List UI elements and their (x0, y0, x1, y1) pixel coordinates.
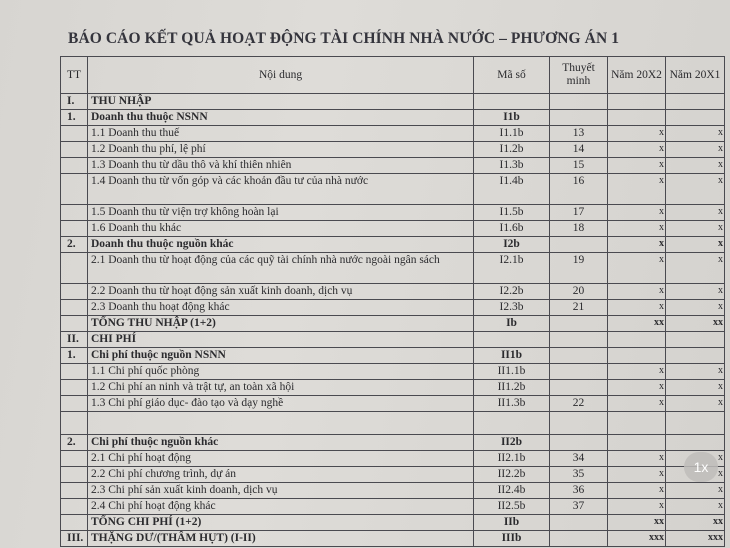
cell-note (550, 435, 608, 451)
cell-tt (61, 364, 88, 380)
cell-code: I1.2b (474, 142, 550, 158)
cell-year-1: x (608, 158, 666, 174)
table-row (61, 467, 725, 483)
cell-year-1: x (608, 174, 666, 205)
cell-code: I1.4b (474, 174, 550, 205)
cell-tt (61, 300, 88, 316)
cell-year-2: x (666, 467, 725, 483)
cell-content: 1.2 Chi phí an ninh và trật tự, an toàn xã hội (88, 380, 474, 396)
cell-tt (61, 142, 88, 158)
cell-year-2: x (666, 451, 725, 467)
cell-year-1 (608, 412, 666, 435)
cell-content: Chi phí thuộc nguồn khác (88, 435, 474, 451)
cell-year-1: x (608, 142, 666, 158)
cell-content: 1.1 Doanh thu thuế (88, 126, 474, 142)
cell-year-1: x (608, 380, 666, 396)
cell-note: 14 (550, 142, 608, 158)
table-row (61, 396, 725, 412)
cell-content: Chi phí thuộc nguồn NSNN (88, 348, 474, 364)
table-header-row (61, 57, 725, 94)
table-row (61, 94, 725, 110)
cell-tt: 1. (61, 348, 88, 364)
table-row (61, 332, 725, 348)
cell-code: I1.6b (474, 221, 550, 237)
cell-year-1: x (608, 221, 666, 237)
cell-year-1: x (608, 499, 666, 515)
cell-note (550, 110, 608, 126)
cell-content: 1.3 Chi phí giáo dục- đào tạo và dạy nghề (88, 396, 474, 412)
cell-content: 2.3 Chi phí sản xuất kinh doanh, dịch vụ (88, 483, 474, 499)
cell-content: THU NHẬP (88, 94, 474, 110)
table-row (61, 174, 725, 205)
cell-year-2: x (666, 237, 725, 253)
header-year-2: Năm 20X1 (666, 57, 725, 94)
cell-year-2: x (666, 253, 725, 284)
cell-content: 2.3 Doanh thu hoạt động khác (88, 300, 474, 316)
cell-note: 19 (550, 253, 608, 284)
cell-year-2: x (666, 396, 725, 412)
cell-note (550, 332, 608, 348)
cell-tt (61, 380, 88, 396)
cell-code: II2.1b (474, 451, 550, 467)
table-row (61, 158, 725, 174)
table-row (61, 451, 725, 467)
cell-code: IIb (474, 515, 550, 531)
cell-code (474, 94, 550, 110)
cell-tt: 1. (61, 110, 88, 126)
table-row (61, 221, 725, 237)
header-tt: TT (61, 57, 88, 94)
cell-tt: I. (61, 94, 88, 110)
cell-year-2: x (666, 174, 725, 205)
cell-year-1 (608, 435, 666, 451)
cell-year-1: x (608, 284, 666, 300)
cell-code: II1.3b (474, 396, 550, 412)
cell-year-2: x (666, 364, 725, 380)
cell-year-2 (666, 110, 725, 126)
cell-year-2: x (666, 300, 725, 316)
cell-note: 20 (550, 284, 608, 300)
cell-content: 2.2 Doanh thu từ hoạt động sản xuất kinh doanh, dịch vụ (88, 284, 474, 300)
cell-year-1: x (608, 126, 666, 142)
cell-tt (61, 158, 88, 174)
cell-note: 13 (550, 126, 608, 142)
cell-content: THẶNG DƯ/(THÂM HỤT) (I-II) (88, 531, 474, 547)
cell-tt: 2. (61, 435, 88, 451)
cell-content: TỔNG THU NHẬP (1+2) (88, 316, 474, 332)
cell-content: 2.4 Chi phí hoạt động khác (88, 499, 474, 515)
cell-year-2: xx (666, 515, 725, 531)
cell-tt (61, 253, 88, 284)
cell-note: 18 (550, 221, 608, 237)
cell-tt (61, 284, 88, 300)
table-row (61, 412, 725, 435)
cell-content: TỔNG CHI PHÍ (1+2) (88, 515, 474, 531)
cell-year-2: x (666, 483, 725, 499)
cell-note (550, 412, 608, 435)
cell-note (550, 364, 608, 380)
cell-tt (61, 451, 88, 467)
cell-year-2: x (666, 284, 725, 300)
cell-tt (61, 205, 88, 221)
cell-content: 2.1 Doanh thu từ hoạt động của các quỹ tài chính nhà nước ngoài ngân sách (88, 253, 474, 284)
cell-year-1: x (608, 300, 666, 316)
cell-content: 1.3 Doanh thu từ dầu thô và khí thiên nhiên (88, 158, 474, 174)
cell-year-1: x (608, 253, 666, 284)
cell-tt (61, 483, 88, 499)
table-row (61, 284, 725, 300)
header-note: Thuyết minh (550, 57, 608, 94)
cell-year-1: x (608, 467, 666, 483)
cell-code: II2.5b (474, 499, 550, 515)
header-content: Nội dung (88, 57, 474, 94)
cell-code: II1.2b (474, 380, 550, 396)
cell-year-1 (608, 110, 666, 126)
cell-note: 17 (550, 205, 608, 221)
cell-year-1: x (608, 205, 666, 221)
cell-code: II1.1b (474, 364, 550, 380)
cell-content: Doanh thu thuộc NSNN (88, 110, 474, 126)
cell-year-2: x (666, 380, 725, 396)
page-badge: 1x (684, 452, 718, 482)
cell-note: 15 (550, 158, 608, 174)
cell-year-1: xx (608, 316, 666, 332)
table-row (61, 380, 725, 396)
table-row (61, 435, 725, 451)
cell-note: 35 (550, 467, 608, 483)
cell-note: 22 (550, 396, 608, 412)
table-row (61, 483, 725, 499)
cell-year-1: xxx (608, 531, 666, 547)
cell-code: II2.4b (474, 483, 550, 499)
cell-year-2 (666, 332, 725, 348)
cell-content: 1.2 Doanh thu phí, lệ phí (88, 142, 474, 158)
table-row (61, 237, 725, 253)
cell-code: II1b (474, 348, 550, 364)
cell-note (550, 348, 608, 364)
cell-content: 1.6 Doanh thu khác (88, 221, 474, 237)
cell-year-2: x (666, 126, 725, 142)
cell-tt (61, 515, 88, 531)
cell-code: II2b (474, 435, 550, 451)
cell-code: Ib (474, 316, 550, 332)
cell-code: II2.2b (474, 467, 550, 483)
cell-note (550, 316, 608, 332)
table-row (61, 531, 725, 547)
cell-tt (61, 126, 88, 142)
cell-content: 1.1 Chi phí quốc phòng (88, 364, 474, 380)
cell-note: 16 (550, 174, 608, 205)
cell-year-2: x (666, 158, 725, 174)
cell-note (550, 380, 608, 396)
cell-tt (61, 499, 88, 515)
cell-code: I1.5b (474, 205, 550, 221)
cell-tt (61, 412, 88, 435)
cell-content: 1.5 Doanh thu từ viện trợ không hoàn lại (88, 205, 474, 221)
cell-note: 34 (550, 451, 608, 467)
cell-year-2 (666, 435, 725, 451)
cell-year-2 (666, 94, 725, 110)
cell-content: CHI PHÍ (88, 332, 474, 348)
cell-note (550, 531, 608, 547)
table-row (61, 126, 725, 142)
table-row (61, 364, 725, 380)
cell-content: 1.4 Doanh thu từ vốn góp và các khoản đầu tư của nhà nước (88, 174, 474, 205)
cell-tt (61, 316, 88, 332)
cell-year-2: x (666, 205, 725, 221)
cell-content (88, 412, 474, 435)
table-row (61, 205, 725, 221)
cell-year-1 (608, 94, 666, 110)
header-code: Mã số (474, 57, 550, 94)
cell-note (550, 515, 608, 531)
cell-year-2: x (666, 142, 725, 158)
cell-code (474, 412, 550, 435)
cell-year-2: x (666, 499, 725, 515)
cell-content: 2.1 Chi phí hoạt động (88, 451, 474, 467)
cell-tt (61, 396, 88, 412)
cell-year-1: x (608, 451, 666, 467)
cell-tt (61, 221, 88, 237)
cell-note (550, 237, 608, 253)
cell-year-1: x (608, 483, 666, 499)
cell-code: I2.1b (474, 253, 550, 284)
cell-year-1: x (608, 237, 666, 253)
cell-year-1 (608, 332, 666, 348)
cell-year-2 (666, 348, 725, 364)
table-row (61, 300, 725, 316)
cell-content: Doanh thu thuộc nguồn khác (88, 237, 474, 253)
table-row (61, 515, 725, 531)
table-row (61, 142, 725, 158)
cell-code: I2.2b (474, 284, 550, 300)
table-row (61, 499, 725, 515)
cell-tt: 2. (61, 237, 88, 253)
cell-code (474, 332, 550, 348)
cell-code: I2b (474, 237, 550, 253)
report-table (60, 56, 725, 547)
cell-content: 2.2 Chi phí chương trình, dự án (88, 467, 474, 483)
cell-tt (61, 467, 88, 483)
header-year-1: Năm 20X2 (608, 57, 666, 94)
cell-year-2: xxx (666, 531, 725, 547)
cell-code: I1b (474, 110, 550, 126)
cell-code: I2.3b (474, 300, 550, 316)
cell-year-2: x (666, 221, 725, 237)
cell-year-2: xx (666, 316, 725, 332)
cell-year-1: xx (608, 515, 666, 531)
cell-note: 36 (550, 483, 608, 499)
report-title: BÁO CÁO KẾT QUẢ HOẠT ĐỘNG TÀI CHÍNH NHÀ NƯỚC – PHƯƠNG ÁN 1 (68, 30, 620, 47)
cell-note (550, 94, 608, 110)
table-row (61, 316, 725, 332)
cell-tt: II. (61, 332, 88, 348)
table-row (61, 348, 725, 364)
cell-code: IIIb (474, 531, 550, 547)
cell-tt: III. (61, 531, 88, 547)
cell-code: I1.1b (474, 126, 550, 142)
cell-year-1: x (608, 396, 666, 412)
cell-year-2 (666, 412, 725, 435)
table-row (61, 110, 725, 126)
table-row (61, 253, 725, 284)
cell-code: I1.3b (474, 158, 550, 174)
cell-year-1 (608, 348, 666, 364)
cell-note: 21 (550, 300, 608, 316)
cell-tt (61, 174, 88, 205)
cell-year-1: x (608, 364, 666, 380)
cell-note: 37 (550, 499, 608, 515)
